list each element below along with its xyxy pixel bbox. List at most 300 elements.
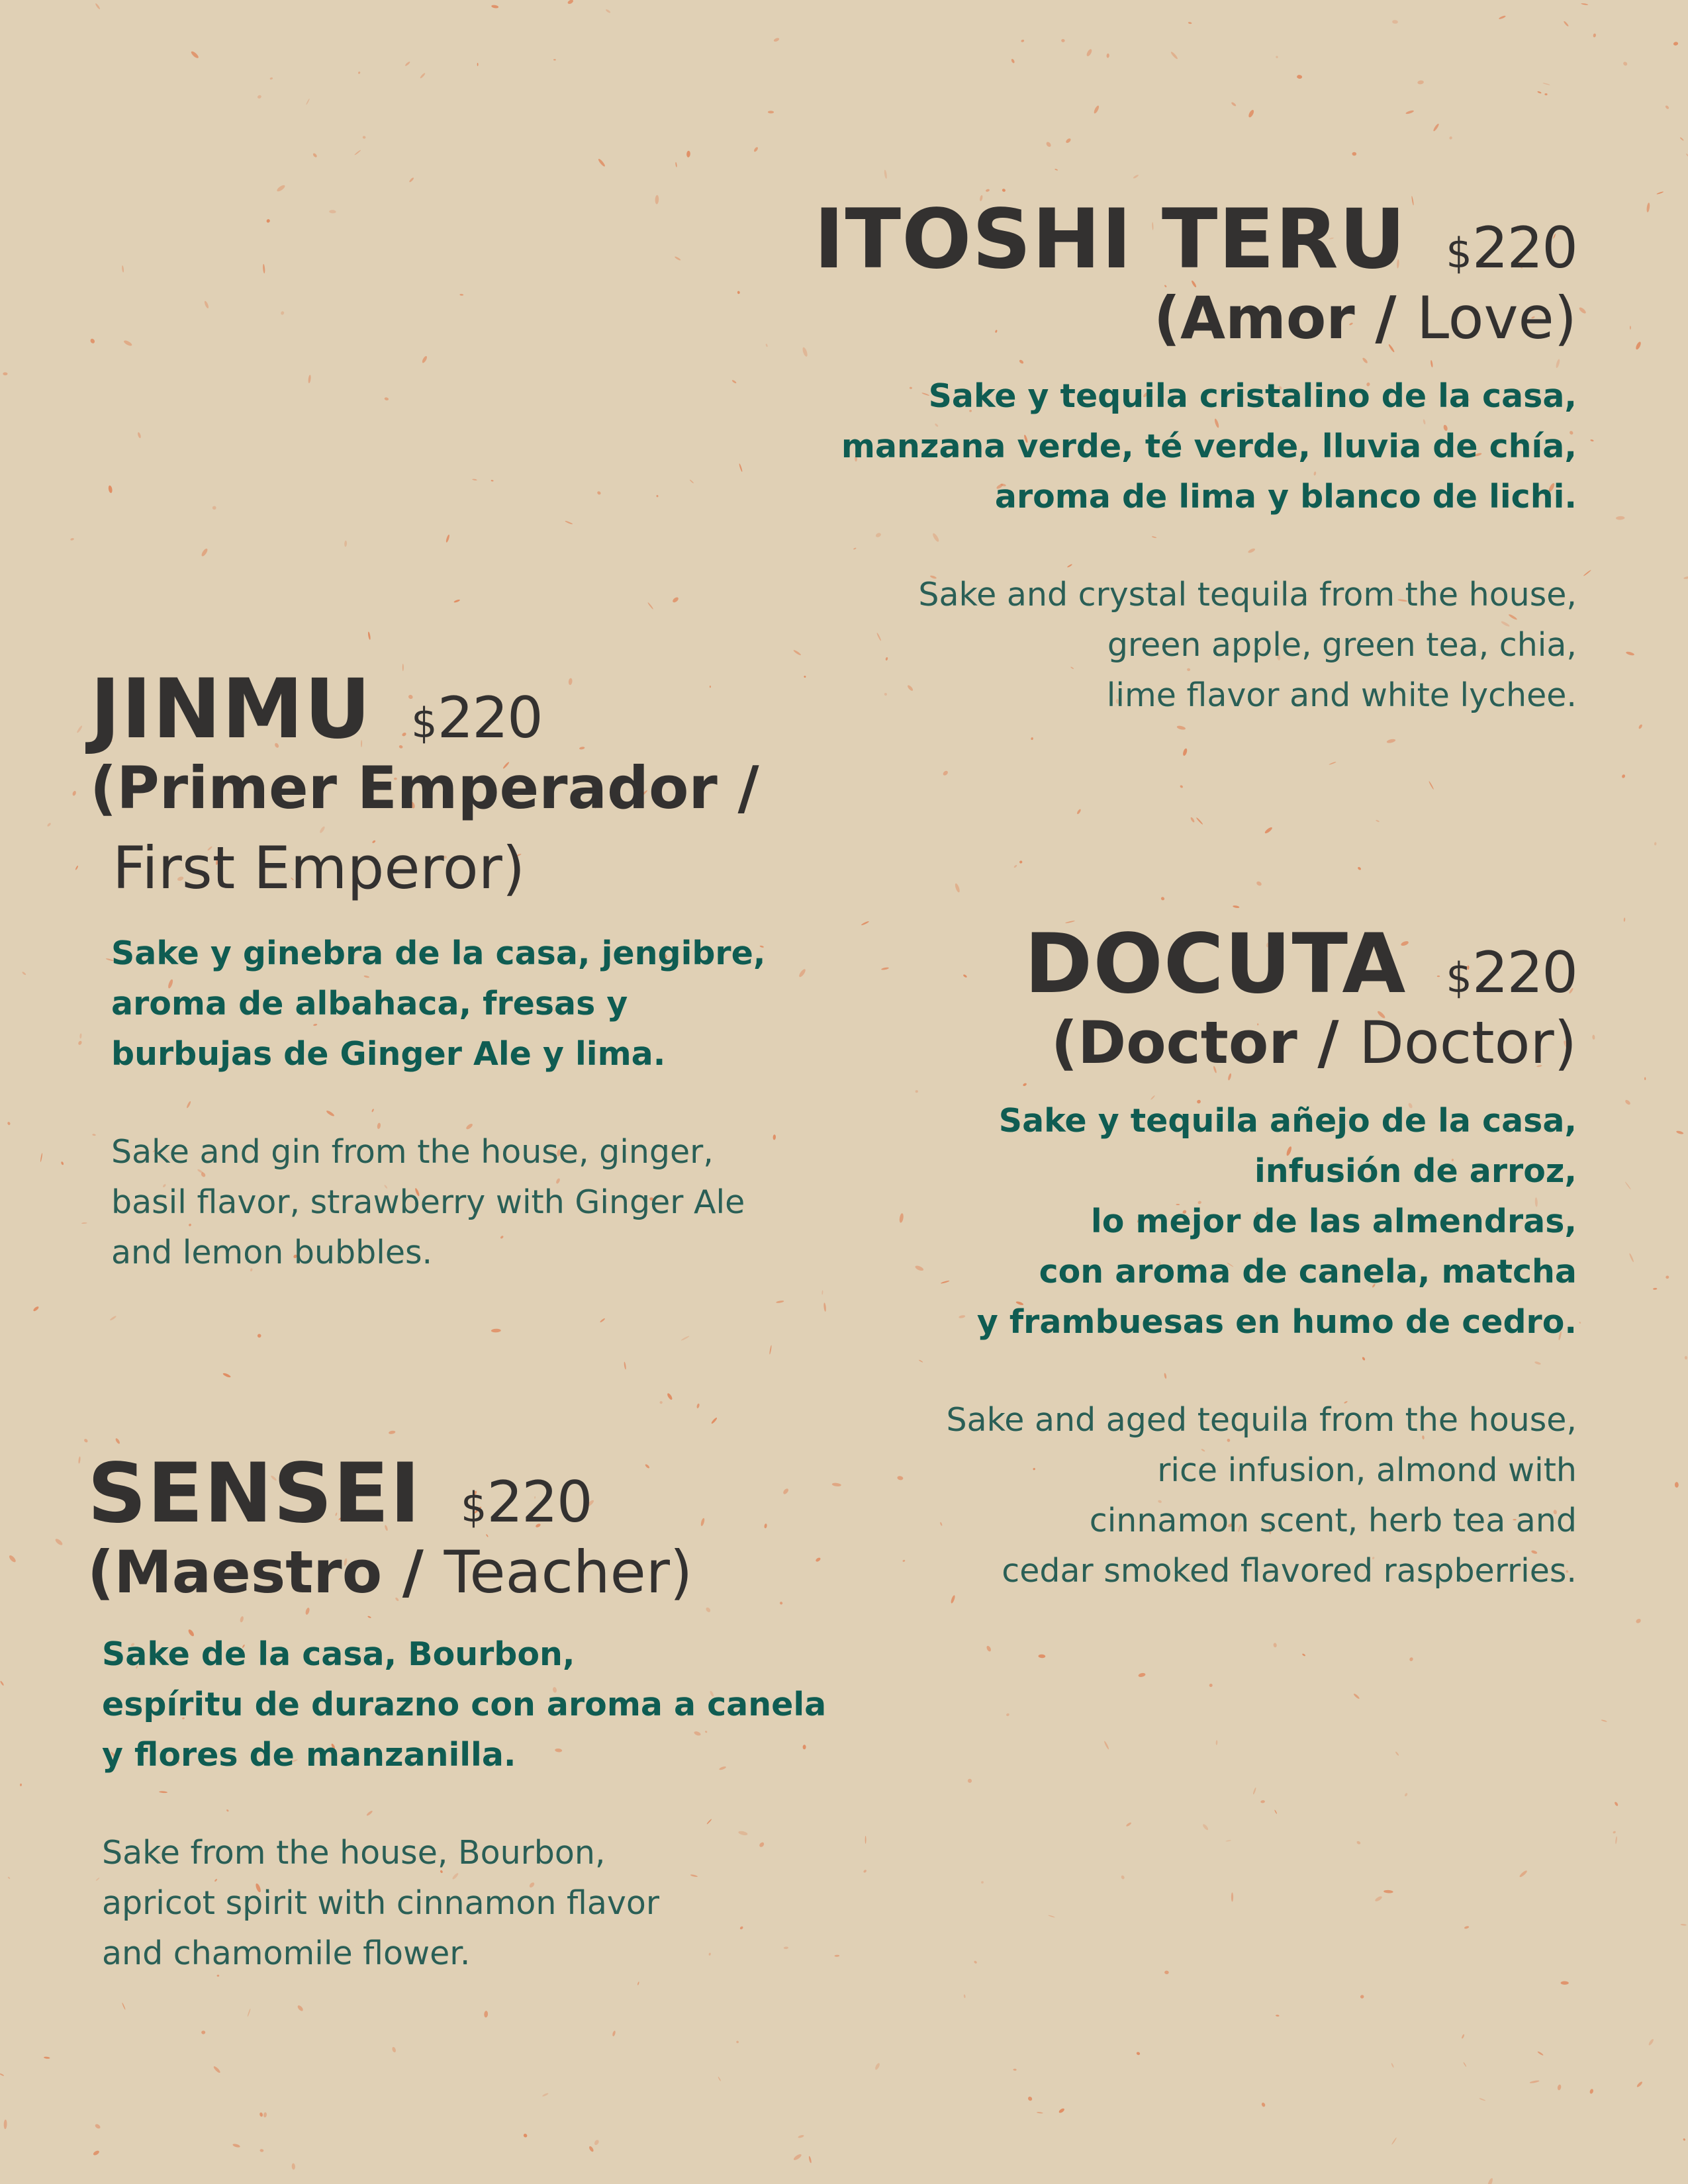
- speckle: [329, 210, 336, 214]
- speckle: [1613, 1831, 1616, 1834]
- speckle: [1248, 109, 1255, 118]
- speckle: [263, 264, 265, 273]
- speckle: [674, 256, 680, 261]
- speckle: [798, 968, 807, 978]
- speckle: [0, 1680, 4, 1686]
- speckle: [94, 2123, 101, 2129]
- speckle: [598, 158, 606, 167]
- speckle: [1374, 1895, 1383, 1902]
- description-english: [947, 1395, 1577, 1596]
- speckle: [612, 2030, 616, 2037]
- speckle: [1182, 748, 1188, 756]
- speckle: [44, 2056, 50, 2059]
- speckle: [832, 1482, 842, 1487]
- speckle: [1106, 54, 1109, 58]
- speckle: [115, 1437, 120, 1444]
- description-spanish: [87, 1629, 826, 1780]
- speckle: [1665, 105, 1669, 109]
- speckle: [1519, 1870, 1528, 1878]
- currency-symbol: $: [1446, 954, 1471, 1002]
- speckle: [1011, 58, 1015, 64]
- speckle: [1622, 61, 1628, 66]
- speckle: [1685, 1356, 1687, 1360]
- speckle: [1626, 651, 1635, 657]
- speckle: [212, 2066, 220, 2073]
- speckle: [1233, 905, 1240, 909]
- speckle: [22, 972, 26, 976]
- speckle: [765, 343, 768, 347]
- speckle: [1673, 42, 1678, 46]
- speckle: [1133, 174, 1139, 179]
- speckle: [1136, 2052, 1141, 2056]
- menu-item-docuta: [946, 917, 1577, 1596]
- speckle: [1353, 1693, 1360, 1700]
- speckle: [1583, 570, 1591, 576]
- speckle: [793, 2153, 802, 2161]
- speckle: [798, 2134, 804, 2138]
- speckle: [1225, 1840, 1231, 1842]
- speckle: [89, 338, 95, 344]
- description-line: rice infusion, almond with: [1157, 1451, 1577, 1490]
- speckle: [40, 1153, 43, 1162]
- speckle: [1125, 1822, 1131, 1827]
- speckle: [122, 265, 124, 273]
- currency-symbol: $: [1446, 229, 1471, 277]
- speckle: [259, 2149, 263, 2152]
- speckle: [1093, 105, 1100, 114]
- speckle: [1376, 819, 1380, 823]
- speckle: [1579, 1322, 1581, 1324]
- description-line: y flores de manzanilla.: [102, 1736, 516, 1774]
- speckle: [1621, 774, 1626, 778]
- speckle: [1276, 56, 1278, 58]
- speckle: [201, 548, 209, 557]
- speckle: [61, 1161, 64, 1165]
- speckle: [344, 541, 347, 547]
- speckle: [1045, 141, 1052, 148]
- speckle: [835, 1955, 840, 1957]
- price-value: 220: [437, 685, 542, 751]
- speckle: [123, 340, 133, 347]
- speckle: [257, 1334, 261, 1338]
- description-line: lime flavor and white lychee.: [1106, 676, 1577, 715]
- speckle: [1601, 1719, 1607, 1722]
- speckle: [75, 865, 79, 870]
- subtitle-spanish: (Amor: [1153, 284, 1355, 352]
- speckle: [491, 1328, 501, 1332]
- speckle: [1273, 1643, 1277, 1648]
- speckle: [384, 397, 389, 401]
- subtitle-separator: /: [1297, 1009, 1360, 1077]
- speckle: [1383, 1890, 1393, 1893]
- speckle: [1256, 881, 1262, 887]
- speckle: [367, 631, 371, 640]
- speckle: [308, 375, 311, 383]
- item-name: DOCUTA: [1024, 917, 1407, 1012]
- speckle: [1636, 2081, 1643, 2087]
- speckle: [1264, 827, 1274, 835]
- speckle: [204, 300, 210, 309]
- speckle: [1231, 1893, 1233, 1902]
- description-line: Sake y tequila cristalino de la casa,: [928, 377, 1577, 416]
- speckle: [1479, 2098, 1485, 2101]
- speckle: [1530, 2080, 1540, 2084]
- speckle: [974, 1960, 978, 1964]
- speckle: [647, 602, 654, 610]
- speckle: [1635, 341, 1642, 350]
- item-subtitle: [90, 748, 765, 909]
- speckle: [1188, 22, 1192, 24]
- speckle: [1646, 203, 1650, 212]
- speckle: [1592, 1034, 1595, 1040]
- item-price: [411, 685, 542, 751]
- speckle: [1038, 1655, 1045, 1659]
- subtitle-separator: /: [717, 754, 759, 822]
- speckle: [1638, 724, 1643, 729]
- speckle: [1629, 1253, 1634, 1262]
- speckle: [77, 1040, 82, 1046]
- description-line: espíritu de durazno con aroma a canela: [102, 1686, 827, 1724]
- subtitle-spanish: (Primer Emperador: [90, 754, 718, 822]
- speckle: [565, 520, 573, 525]
- speckle: [1065, 138, 1072, 144]
- speckle: [1360, 1995, 1364, 1999]
- speckle: [1260, 1800, 1265, 1803]
- speckle: [986, 1645, 992, 1653]
- speckle: [459, 294, 463, 296]
- speckle: [773, 37, 780, 42]
- speckle: [1685, 153, 1688, 157]
- speckle: [8, 1555, 17, 1563]
- speckle: [804, 676, 806, 678]
- speckle: [1176, 725, 1186, 731]
- speckle: [881, 967, 889, 970]
- item-title-row: [87, 1446, 826, 1541]
- speckle: [212, 506, 216, 510]
- speckle: [1013, 864, 1017, 868]
- item-price: [1446, 940, 1577, 1006]
- description-line: Sake from the house, Bourbon,: [102, 1834, 606, 1872]
- description-line: apricot spirit with cinnamon flavor: [102, 1884, 659, 1923]
- speckle: [600, 1318, 606, 1323]
- subtitle-spanish: (Doctor: [1051, 1009, 1297, 1077]
- speckle: [1417, 80, 1424, 85]
- speckle: [276, 184, 286, 193]
- subtitle-english: Teacher): [444, 1538, 693, 1606]
- speckle: [523, 2133, 528, 2138]
- speckle: [1006, 1713, 1009, 1717]
- speckle: [1648, 2038, 1654, 2046]
- speckle: [542, 2093, 549, 2097]
- speckle: [773, 1134, 776, 1140]
- speckle: [0, 2073, 4, 2076]
- item-title-row: [90, 662, 765, 757]
- description-line: Sake and crystal tequila from the house,: [918, 576, 1577, 614]
- speckle: [865, 1836, 867, 1844]
- speckle: [257, 95, 261, 99]
- speckle: [1164, 1970, 1169, 1974]
- speckle: [902, 1559, 906, 1562]
- speckle: [280, 310, 285, 315]
- speckle: [72, 790, 77, 796]
- speckle: [588, 2146, 594, 2152]
- speckle: [222, 1373, 231, 1379]
- speckle: [1614, 1801, 1618, 1807]
- speckle: [897, 1476, 904, 1480]
- speckle: [731, 379, 737, 384]
- speckle: [491, 480, 493, 482]
- speckle: [263, 2112, 267, 2117]
- speckle: [391, 2046, 397, 2053]
- speckle: [354, 150, 361, 156]
- speckle: [1202, 1823, 1209, 1831]
- price-value: 220: [487, 1469, 592, 1535]
- speckle: [95, 3, 101, 9]
- description-english: [87, 1828, 826, 1979]
- speckle: [899, 1213, 904, 1223]
- speckle: [1274, 1809, 1278, 1814]
- speckle: [1432, 123, 1440, 132]
- speckle: [1352, 152, 1356, 156]
- speckle: [1404, 1793, 1408, 1797]
- speckle: [1076, 809, 1082, 815]
- speckle: [3, 372, 7, 375]
- speckle: [1449, 136, 1453, 140]
- speckle: [312, 153, 318, 158]
- speckle: [297, 2005, 304, 2012]
- speckle: [736, 2040, 739, 2043]
- item-title-row: [947, 917, 1577, 1012]
- subtitle-separator: /: [382, 1538, 444, 1606]
- speckle: [689, 479, 694, 484]
- item-name: ITOSHI TERU: [814, 192, 1407, 287]
- speckle: [1654, 842, 1657, 845]
- speckle: [78, 1456, 81, 1463]
- speckle: [453, 599, 460, 603]
- speckle: [1665, 1275, 1669, 1279]
- speckle: [54, 1538, 64, 1547]
- description-line: green apple, green tea, chia,: [1107, 626, 1577, 664]
- subtitle-separator: /: [1354, 284, 1417, 352]
- speckle: [1499, 15, 1506, 20]
- speckle: [362, 136, 365, 139]
- speckle: [1395, 1751, 1399, 1756]
- speckle: [711, 1417, 718, 1424]
- description-line: aroma de albahaca, fresas y: [111, 984, 628, 1023]
- item-price: [1446, 215, 1577, 281]
- speckle: [696, 1403, 700, 1408]
- description-spanish: [814, 371, 1577, 522]
- speckle: [83, 1438, 89, 1443]
- description-line: manzana verde, té verde, lluvia de chía,: [841, 428, 1577, 466]
- speckle: [1683, 576, 1688, 580]
- description-line: infusión de arroz,: [1254, 1152, 1577, 1191]
- speckle: [269, 77, 273, 79]
- speckle: [122, 2003, 126, 2010]
- speckle: [686, 151, 690, 158]
- speckle: [1231, 101, 1237, 107]
- currency-symbol: $: [411, 699, 436, 747]
- speckle: [1624, 1099, 1631, 1106]
- speckle: [1261, 2102, 1266, 2107]
- subtitle-english: First Emperor): [113, 834, 526, 903]
- speckle: [1675, 1482, 1679, 1488]
- speckle: [358, 71, 361, 74]
- speckle: [1635, 1618, 1642, 1624]
- speckle: [1190, 817, 1196, 823]
- speckle: [942, 770, 949, 776]
- speckle: [915, 1090, 919, 1093]
- item-title-row: [814, 192, 1577, 287]
- speckle: [1160, 896, 1165, 901]
- speckle: [1624, 1181, 1631, 1190]
- speckle: [675, 162, 677, 167]
- speckle: [753, 146, 759, 152]
- speckle: [739, 463, 743, 472]
- speckle: [1653, 1288, 1658, 1290]
- speckle: [1644, 1077, 1646, 1080]
- speckle: [1616, 516, 1625, 520]
- speckle: [596, 490, 601, 495]
- speckle: [637, 1981, 639, 1985]
- description-line: basil flavor, strawberry with Ginger Ale: [111, 1183, 745, 1221]
- description-line: cinnamon scent, herb tea and: [1089, 1502, 1577, 1540]
- speckle: [7, 1121, 11, 1125]
- speckle: [1630, 326, 1631, 330]
- description-line: and chamomile flower.: [102, 1934, 471, 1973]
- speckle: [1615, 1836, 1618, 1844]
- item-subtitle: [947, 1003, 1577, 1083]
- speckle: [1656, 191, 1664, 195]
- description-line: con aroma de canela, matcha: [1039, 1253, 1577, 1291]
- speckle: [477, 63, 479, 66]
- speckle: [1461, 2034, 1464, 2039]
- speckle: [1676, 1130, 1684, 1135]
- speckle: [1463, 2062, 1467, 2067]
- speckle: [1180, 785, 1184, 789]
- speckle: [472, 478, 477, 480]
- description-line: Sake y tequila añejo de la casa,: [998, 1102, 1577, 1140]
- speckle: [967, 1778, 972, 1784]
- menu-item-itoshi-teru: [814, 192, 1577, 721]
- speckle: [1683, 2138, 1686, 2141]
- speckle: [1405, 110, 1414, 115]
- speckle: [954, 883, 961, 893]
- speckle: [594, 2139, 600, 2146]
- speckle: [1581, 3, 1588, 5]
- description-line: and lemon bubbles.: [111, 1233, 433, 1271]
- speckle: [624, 1361, 626, 1369]
- speckle: [32, 1306, 39, 1312]
- speckle: [939, 1522, 943, 1525]
- speckle: [1542, 83, 1550, 86]
- speckle: [1624, 917, 1626, 921]
- speckle: [821, 1290, 823, 1295]
- speckle: [808, 2156, 812, 2163]
- speckle: [20, 1784, 22, 1786]
- speckle: [484, 2011, 488, 2018]
- speckle: [445, 534, 450, 543]
- speckle: [1013, 2069, 1016, 2071]
- speckle: [1121, 1875, 1125, 1880]
- speckle: [408, 177, 414, 183]
- speckle: [1680, 1924, 1686, 1926]
- speckle: [247, 2009, 251, 2017]
- speckle: [93, 2150, 100, 2156]
- speckle: [776, 1300, 784, 1304]
- subtitle-english: Doctor): [1359, 1009, 1577, 1077]
- speckle: [3, 2120, 7, 2130]
- speckle: [914, 1265, 924, 1272]
- speckle: [1048, 1915, 1055, 1918]
- speckle: [1487, 2177, 1493, 2184]
- speckle: [1302, 1653, 1306, 1657]
- speckle: [79, 1033, 82, 1038]
- speckle: [1561, 1981, 1569, 1985]
- speckle: [1031, 737, 1033, 741]
- speckle: [108, 485, 113, 493]
- menu-item-jinmu: [90, 662, 766, 1278]
- speckle: [47, 822, 52, 827]
- speckle: [1297, 75, 1303, 79]
- speckle: [1021, 39, 1025, 42]
- description-line: Sake and gin from the house, ginger,: [111, 1132, 714, 1171]
- speckle: [823, 1302, 827, 1312]
- speckle: [1055, 168, 1058, 171]
- speckle: [655, 195, 659, 205]
- speckle: [491, 5, 499, 9]
- speckle: [1216, 1740, 1218, 1745]
- speckle: [793, 649, 802, 656]
- speckle: [7, 1876, 10, 1879]
- speckle: [1027, 2096, 1033, 2102]
- speckle: [306, 99, 310, 105]
- speckle: [1196, 817, 1203, 825]
- speckle: [76, 725, 83, 734]
- speckle: [109, 1315, 117, 1321]
- item-subtitle: [87, 1532, 826, 1612]
- speckle: [1578, 306, 1587, 314]
- speckle: [81, 1222, 87, 1224]
- description-line: y frambuesas en humo de cedro.: [976, 1303, 1577, 1342]
- speckle: [672, 596, 679, 604]
- speckle: [1391, 2137, 1397, 2145]
- speckle: [1544, 93, 1547, 95]
- speckle: [1563, 21, 1569, 26]
- speckle: [1058, 2108, 1065, 2114]
- description-line: Sake de la casa, Bourbon,: [102, 1635, 575, 1674]
- speckle: [291, 2163, 295, 2169]
- speckle: [659, 1400, 663, 1404]
- speckle: [232, 2143, 240, 2148]
- description-line: aroma de lima y blanco de lichi.: [994, 478, 1577, 516]
- description-english: [814, 570, 1577, 721]
- speckle: [1209, 1683, 1213, 1687]
- speckle: [861, 921, 870, 926]
- speckle: [1409, 1657, 1413, 1662]
- speckle: [680, 1336, 689, 1342]
- item-name: SENSEI: [87, 1446, 421, 1541]
- speckle: [1086, 48, 1093, 57]
- speckle: [884, 169, 888, 179]
- speckle: [1103, 1741, 1109, 1750]
- speckle: [1386, 739, 1395, 744]
- item-subtitle: [814, 278, 1577, 358]
- speckle: [553, 59, 556, 60]
- speckle: [1357, 866, 1362, 870]
- speckle: [1537, 91, 1542, 94]
- speckle: [421, 355, 428, 363]
